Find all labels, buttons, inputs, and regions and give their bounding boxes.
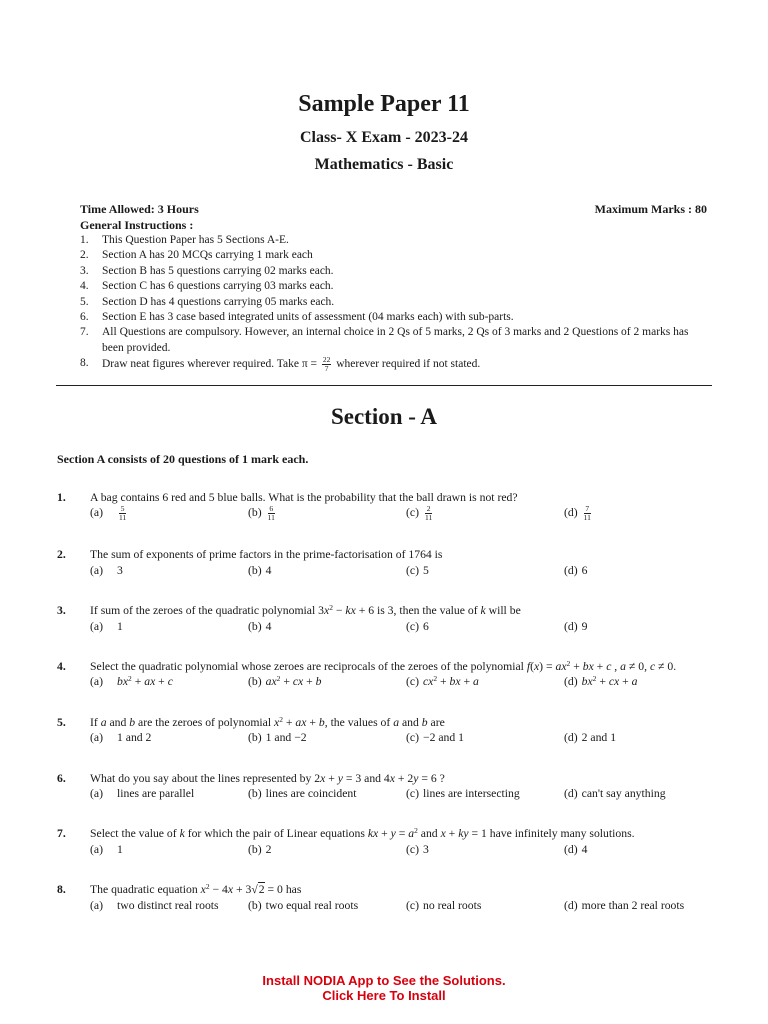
option-label: (b) — [248, 787, 262, 801]
option-label: (d) — [564, 842, 578, 856]
subject-subtitle: Mathematics - Basic — [314, 156, 454, 173]
question-stem: Select the quadratic polynomial whose zeroes are reciprocals of the zeroes of the polynomial $f(x) = ax^2$ + bx + c , a ≠ 0, c ≠ 0. — [90, 659, 677, 674]
option-text: $bx^2$ + ax + c — [117, 674, 173, 689]
option-text: 3 — [117, 563, 123, 577]
math-exponent: 2 — [592, 674, 597, 684]
answer-option — [564, 898, 713, 913]
option-text: more than 2 real roots — [581, 898, 685, 912]
install-app-link[interactable] — [0, 973, 768, 1003]
instruction-text: Section E has 3 case based integrated units of assessment (04 marks each) with sub-parts. — [102, 311, 514, 324]
install-link-line[interactable]: Install NODIA App to See the Solutions. — [262, 973, 506, 988]
option-label: (b) — [248, 675, 262, 689]
math-variable: b — [129, 715, 136, 729]
math-exponent: 2 — [566, 659, 571, 669]
option-text: 1 — [117, 842, 123, 856]
instruction-text: Section B has 5 questions carrying 02 marks each. — [102, 264, 334, 277]
answer-option — [564, 786, 713, 801]
question-number: 1. — [57, 491, 66, 504]
question-list — [57, 490, 713, 938]
question-item — [57, 771, 713, 802]
answer-option — [248, 898, 406, 913]
math-variable: y — [413, 771, 419, 785]
question-item — [57, 882, 713, 913]
answer-option — [248, 563, 406, 578]
option-label: (a) — [90, 675, 103, 689]
option-text: 1 and −2 — [265, 731, 307, 745]
option-label: (c) — [406, 842, 419, 856]
answer-options — [90, 786, 713, 801]
option-label: (c) — [406, 619, 419, 633]
instruction-item — [80, 356, 712, 373]
question-item — [57, 490, 713, 522]
answer-option — [564, 842, 713, 857]
question-stem: If a and b are the zeroes of polynomial $x^2$ + ax + b, the values of a and b are — [90, 714, 445, 729]
answer-options — [90, 842, 713, 857]
answer-option — [564, 563, 713, 578]
option-text: can't say anything — [581, 787, 666, 801]
instruction-text: Section A has 20 MCQs carrying 1 mark each — [102, 249, 313, 262]
answer-option — [406, 786, 564, 801]
math-variable: f — [526, 660, 531, 674]
option-text: lines are coincident — [265, 787, 357, 801]
option-text: 5 — [422, 563, 429, 577]
option-text: 2 — [265, 842, 272, 856]
option-label: (d) — [564, 731, 578, 745]
math-variable: ax — [144, 675, 156, 689]
answer-option — [564, 674, 713, 689]
option-label: (a) — [90, 563, 103, 577]
option-label: (b) — [248, 731, 262, 745]
instruction-item — [80, 233, 712, 248]
instruction-number: 5. — [80, 295, 89, 308]
answer-option — [406, 674, 564, 689]
math-fraction: $\frac{2}{11}$ — [424, 504, 433, 523]
option-label: (a) — [90, 842, 103, 856]
answer-option — [248, 505, 406, 522]
option-text: 2 and 1 — [581, 731, 617, 745]
option-text: 1 — [117, 619, 123, 633]
option-text: 1 and 2 — [117, 731, 152, 745]
math-fraction: $\frac{7}{11}$ — [583, 504, 591, 523]
math-variable: x — [440, 827, 446, 841]
answer-options — [90, 730, 713, 745]
math-variable: k — [179, 827, 185, 841]
math-variable: x — [227, 883, 234, 897]
instruction-number: 7. — [80, 326, 89, 339]
answer-option — [564, 505, 713, 522]
answer-option — [406, 563, 564, 578]
instruction-number: 1. — [80, 234, 89, 246]
instruction-number: 6. — [80, 311, 89, 324]
general-instructions-heading: General Instructions : — [80, 218, 194, 232]
answer-option — [406, 619, 564, 634]
math-variable: cx — [292, 675, 304, 689]
math-fraction: $\frac{5}{11}$ — [119, 504, 127, 523]
question-number: 5. — [57, 715, 66, 729]
math-variable: c — [606, 660, 612, 674]
math-variable: kx — [367, 827, 379, 841]
option-text — [582, 505, 593, 522]
math-fraction: $\frac{22}{7}$ — [322, 355, 331, 374]
question-item — [57, 659, 713, 690]
question-body — [90, 659, 713, 690]
option-text — [117, 505, 128, 522]
instruction-number: 3. — [80, 264, 89, 277]
question-number: 4. — [57, 660, 66, 674]
maximum-marks: Maximum Marks : 80 — [594, 202, 707, 216]
math-variable: a — [473, 675, 479, 689]
question-stem: Select the value of k for which the pair of Linear equations kx + $y = a^2$ and x + ky = 1 have infinitely many solutions. — [90, 826, 635, 841]
question-body — [90, 715, 713, 746]
math-variable: cx — [422, 675, 434, 689]
instruction-item — [80, 325, 712, 356]
option-label: (c) — [406, 506, 419, 520]
option-text: 4 — [581, 842, 588, 856]
math-variable: ax — [295, 715, 307, 729]
answer-option — [564, 619, 713, 634]
instruction-text: All Questions are compulsory. However, an internal choice in 2 Qs of 5 marks, 2 Qs of 3 marks and 2 Questions of 2 marks has been provided. — [102, 326, 689, 354]
math-variable: a — [100, 715, 107, 729]
question-number: 6. — [57, 771, 66, 785]
option-text — [266, 505, 277, 522]
answer-option — [90, 842, 248, 857]
instruction-item — [80, 310, 712, 325]
option-label: (b) — [248, 842, 262, 856]
question-body — [90, 882, 713, 913]
instruction-number: 8. — [80, 357, 89, 370]
math-variable: kx — [345, 604, 356, 618]
math-variable: ax — [555, 660, 567, 674]
math-variable: y — [390, 827, 396, 841]
paper-title: Sample Paper 11 — [298, 91, 470, 117]
option-label: (d) — [564, 787, 578, 801]
math-exponent: 2 — [276, 674, 281, 684]
section-intro: Section A consists of 20 questions of 1 mark each. — [57, 452, 309, 466]
answer-option — [406, 842, 564, 857]
option-label: (a) — [90, 506, 103, 520]
instruction-number: 2. — [80, 249, 89, 262]
answer-option — [90, 505, 248, 522]
math-variable: k — [480, 604, 486, 618]
option-text: 4 — [265, 563, 272, 577]
option-label: (d) — [564, 506, 578, 520]
instruction-item — [80, 264, 712, 279]
instruction-text: This Question Paper has 5 Sections A-E. — [102, 234, 289, 246]
question-stem: A bag contains 6 red and 5 blue balls. What is the probability that the ball drawn is not red? — [90, 491, 518, 504]
option-text — [423, 505, 434, 522]
option-label: (b) — [248, 898, 262, 912]
option-label: (a) — [90, 619, 103, 633]
math-variable: b — [318, 715, 325, 729]
question-stem: If sum of the zeroes of the quadratic polynomial $3x^2$ − kx + 6 is 3, then the value of k will be — [90, 603, 521, 618]
math-variable: bx — [449, 675, 461, 689]
answer-option — [90, 674, 248, 689]
option-label: (a) — [90, 787, 103, 801]
option-label: (c) — [406, 563, 419, 577]
math-variable: c — [167, 675, 173, 689]
option-label: (a) — [90, 898, 103, 912]
option-label: (b) — [248, 619, 262, 633]
option-label: (c) — [406, 787, 419, 801]
instruction-text: Section D has 4 questions carrying 05 marks each. — [102, 295, 335, 308]
option-label: (c) — [406, 675, 419, 689]
answer-option — [406, 730, 564, 745]
math-variable: b — [421, 715, 428, 729]
math-variable: c — [649, 660, 656, 674]
instruction-item — [80, 279, 712, 294]
math-variable: y — [337, 771, 343, 785]
answer-option — [564, 730, 713, 745]
question-stem: The sum of exponents of prime factors in the prime-factorisation of 1764 is — [90, 548, 443, 562]
option-label: (c) — [406, 731, 419, 745]
math-exponent: 2 — [414, 826, 418, 836]
option-text: $ax^2$ + cx + b — [265, 674, 322, 689]
math-variable: x — [274, 715, 280, 729]
answer-options — [90, 563, 713, 578]
math-variable: x — [533, 660, 540, 674]
install-link-line[interactable]: Click Here To Install — [322, 988, 446, 1003]
question-stem: What do you say about the lines represented by 2x + y = 3 and 4x + 2y = 6 ? — [90, 771, 445, 785]
math-exponent: 2 — [433, 674, 438, 684]
math-exponent: 2 — [128, 674, 132, 684]
math-variable: ax — [265, 675, 277, 689]
math-exponent: 2 — [279, 714, 283, 724]
instruction-item — [80, 248, 712, 263]
question-number: 8. — [57, 883, 66, 897]
math-variable: x — [200, 883, 206, 897]
option-label: (d) — [564, 898, 578, 912]
option-text: $cx^2$ + bx + a — [422, 674, 479, 689]
section-divider — [56, 385, 712, 386]
option-text: 6 — [422, 619, 429, 633]
question-stem: The quadratic equation $x^2 - 4x + 3√2 = 0$ has — [90, 882, 302, 897]
answer-options — [90, 505, 713, 522]
option-text: two distinct real roots — [117, 898, 219, 912]
answer-option — [248, 674, 406, 689]
section-title: Section - A — [330, 404, 438, 429]
option-text: lines are intersecting — [422, 787, 520, 801]
answer-option — [90, 563, 248, 578]
math-variable: bx — [582, 660, 594, 674]
math-variable: x — [320, 771, 326, 785]
option-label: (d) — [564, 563, 578, 577]
math-variable: x — [389, 771, 395, 785]
math-exponent: 2 — [329, 603, 333, 613]
question-body — [90, 490, 713, 522]
question-item — [57, 715, 713, 746]
question-number: 7. — [57, 827, 66, 841]
answer-option — [90, 898, 248, 913]
option-text: two equal real roots — [265, 898, 359, 912]
option-label: (d) — [564, 619, 578, 633]
answer-option — [248, 786, 406, 801]
math-root: √2 — [251, 883, 265, 897]
question-body — [90, 826, 713, 857]
option-label: (c) — [406, 898, 419, 912]
math-variable: a — [620, 660, 626, 674]
exam-subtitle: Class- X Exam - 2023-24 — [300, 129, 468, 146]
instruction-text: Section C has 6 questions carrying 03 marks each. — [102, 280, 334, 293]
instructions-list — [80, 233, 712, 373]
math-variable: cx — [608, 675, 620, 689]
answer-option — [90, 730, 248, 745]
answer-option — [90, 619, 248, 634]
question-body — [90, 603, 713, 634]
math-variable: b — [315, 675, 322, 689]
question-item — [57, 547, 713, 578]
math-variable: ky — [458, 827, 469, 841]
question-item — [57, 826, 713, 857]
time-allowed: Time Allowed: 3 Hours — [80, 202, 199, 216]
math-variable: a — [408, 827, 415, 841]
math-variable: x — [324, 604, 330, 618]
option-label: (b) — [248, 563, 262, 577]
math-variable: bx — [581, 675, 593, 689]
option-label: (d) — [564, 675, 578, 689]
answer-option — [248, 619, 406, 634]
answer-option — [248, 842, 406, 857]
question-number: 3. — [57, 604, 66, 618]
question-body — [90, 547, 713, 578]
math-fraction: $\frac{6}{11}$ — [267, 504, 275, 523]
math-variable: a — [631, 675, 638, 689]
answer-option — [406, 898, 564, 913]
answer-option — [90, 786, 248, 801]
answer-options — [90, 619, 713, 634]
question-number: 2. — [57, 548, 66, 562]
option-text: $bx^2$ + cx + a — [581, 674, 638, 689]
question-item — [57, 603, 713, 634]
answer-options — [90, 898, 713, 913]
question-body — [90, 771, 713, 802]
option-label: (b) — [248, 506, 262, 520]
answer-options — [90, 674, 713, 689]
option-text: lines are parallel — [117, 787, 195, 801]
math-variable: a — [393, 715, 400, 729]
instruction-text: Draw neat figures wherever required. Take π = $\frac{22}{7}$ wherever required if not stated. — [102, 355, 481, 374]
option-label: (a) — [90, 731, 103, 745]
option-text: 9 — [581, 619, 588, 633]
math-variable: bx — [117, 675, 129, 689]
option-text: −2 and 1 — [422, 731, 464, 745]
option-text: 3 — [422, 842, 429, 856]
answer-option — [406, 505, 564, 522]
answer-option — [248, 730, 406, 745]
option-text: 6 — [581, 563, 588, 577]
instruction-number: 4. — [80, 280, 89, 293]
instruction-item — [80, 295, 712, 310]
option-text: 4 — [265, 619, 272, 633]
math-exponent: 2 — [205, 882, 210, 892]
option-text: no real roots — [422, 898, 482, 912]
